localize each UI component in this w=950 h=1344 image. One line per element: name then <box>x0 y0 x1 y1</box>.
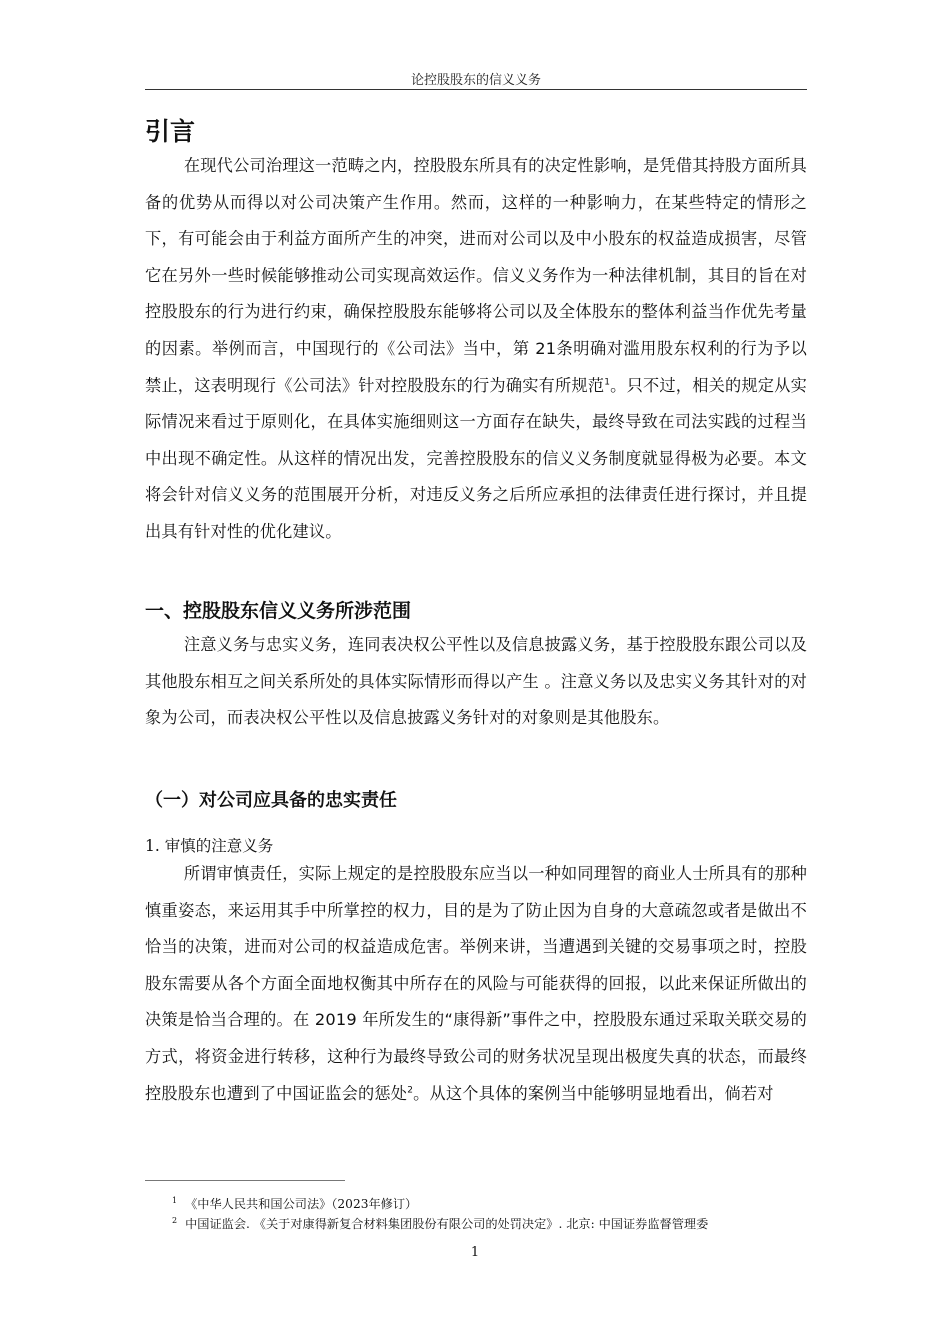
subsection1-paragraph <box>145 856 807 1112</box>
header-divider <box>145 89 807 90</box>
intro-text-part-2: 。只不过，相关的规定从实际情况来看过于原则化，在具体实施细则这一方面存在缺失，最终导致在司法实践的过程当中出现不确定性。从这样的情况出发，完善控股股东的信义义务制度就显得极为必要。本文将会针对信义义务的范围展开分析，对违反义务之后所应承担的法律责任进行探讨，并且提出具有针对性的优化建议。 <box>145 375 807 541</box>
subsection1-heading: （一）对公司应具备的忠实责任 <box>145 790 397 811</box>
footnote-number: 1 <box>172 1196 178 1205</box>
footnote-2 <box>172 1212 708 1233</box>
footnote-divider <box>145 1180 345 1181</box>
footnote-ref-1[interactable]: 1 <box>604 377 611 388</box>
section1-heading: 一、控股股东信义义务所涉范围 <box>145 600 412 622</box>
subsection1-text-part-1: 所谓审慎责任，实际上规定的是控股股东应当以一种如同理智的商业人士所具有的那种慎重姿态，来运用其手中所掌控的权力，目的是为了防止因为自身的大意疏忽或者是做出不恰当的决策，进而对公司的权益造成危害。举例来讲，当遭遇到关键的交易事项之时，控股股东需要从各个方面全面地权衡其中所存在的风险与可能获得的回报，以此来保证所做出的决策是恰当合理的。在 2019 年所发生的“康得新”事件之中，控股股东通过采取关联交易的方式，将资金进行转移，这种行为最终导致公司的财务状况呈现出极度失真的状态，而最终控股股东也遭到了中国证监会的惩处 <box>145 864 807 1103</box>
subsection1-text-part-2: 。从这个具体的案例当中能够明显地看出，倘若对 <box>413 1083 774 1103</box>
intro-paragraph <box>145 148 807 551</box>
footnote-text: 《中华人民共和国公司法》（2023年修订） <box>185 1197 418 1212</box>
intro-text-part-1: 在现代公司治理这一范畴之内，控股股东所具有的决定性影响，是凭借其持股方面所具备的优势从而得以对公司决策产生作用。然而，这样的一种影响力，在某些特定的情形之下，有可能会由于利益方面所产生的冲突，进而对公司以及中小股东的权益造成损害，尽管它在另外一些时候能够推动公司实现高效运作。信义义务作为一种法律机制，其目的旨在对控股股东的行为进行约束，确保控股股东能够将公司以及全体股东的整体利益当作优先考量的因素。举例而言，中国现行的《公司法》当中，第 21条明确对滥用股东权利的行为予以禁止，这表明现行《公司法》针对控股股东的行为确实有所规范 <box>145 156 807 395</box>
running-header: 论控股股东的信义义务 <box>410 73 541 88</box>
intro-heading: 引言 <box>145 117 196 146</box>
footnote-ref-2[interactable]: 2 <box>407 1085 414 1096</box>
footnote-text: 中国证监会. 《关于对康得新复合材料集团股份有限公司的处罚决定》. 北京: 中国证券监督管理委 <box>185 1217 709 1232</box>
footnote-1 <box>172 1192 417 1213</box>
section1-paragraph: 注意义务与忠实义务，连同表决权公平性以及信息披露义务，基于控股股东跟公司以及其他股东相互之间关系所处的具体实际情形而得以产生 。注意义务以及忠实义务其针对的对象为公司，而表决权公平性以及信息披露义务针对的对象则是其他股东。 <box>145 635 807 728</box>
page-number: 1 <box>470 1245 480 1260</box>
item-heading: 1. 审慎的注意义务 <box>145 837 274 855</box>
footnote-number: 2 <box>172 1216 178 1225</box>
